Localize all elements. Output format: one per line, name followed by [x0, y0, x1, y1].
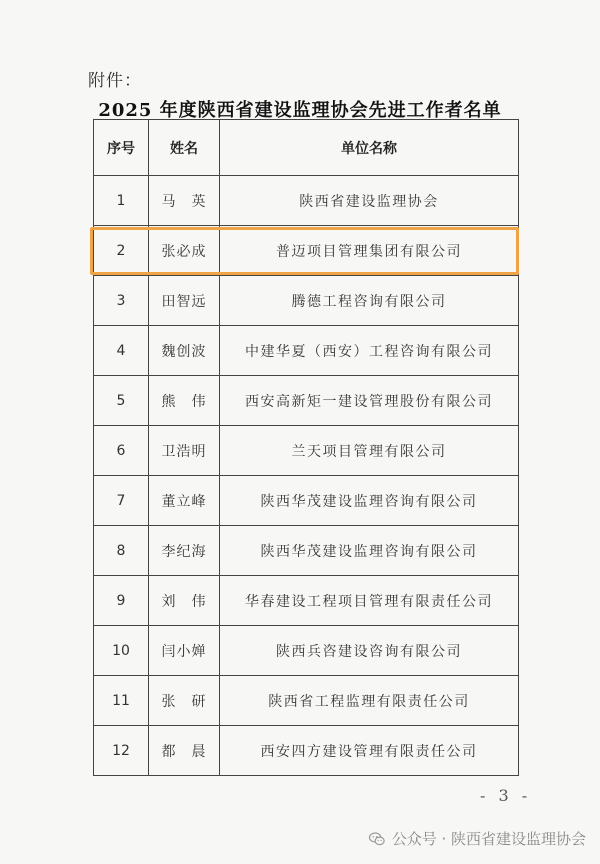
wechat-icon [368, 830, 386, 848]
table-row [94, 576, 519, 626]
table-row [94, 526, 519, 576]
row-unit: 陕西省建设监理协会 [220, 176, 519, 226]
row-unit: 陕西省工程监理有限责任公司 [220, 676, 519, 726]
row-number: 11 [94, 676, 149, 726]
row-number: 8 [94, 526, 149, 576]
attachment-label: 附件： [88, 71, 142, 91]
row-name: 田智远 [149, 276, 220, 326]
row-number: 12 [94, 726, 149, 776]
row-name: 刘 伟 [149, 576, 220, 626]
document-title: 2025 年度陕西省建设监理协会先进工作者名单 [98, 100, 502, 121]
table-row [94, 276, 519, 326]
row-unit: 西安高新矩一建设管理股份有限公司 [220, 376, 519, 426]
row-name: 李纪海 [149, 526, 220, 576]
table-row [94, 176, 519, 226]
table-row [94, 376, 519, 426]
watermark [368, 828, 586, 849]
header-number: 序号 [94, 120, 149, 176]
row-name: 熊 伟 [149, 376, 220, 426]
row-name: 张必成 [149, 226, 220, 276]
table-row [94, 626, 519, 676]
watermark-text: 公众号 · 陕西省建设监理协会 [391, 830, 586, 848]
table-row [94, 476, 519, 526]
row-number: 7 [94, 476, 149, 526]
row-number: 2 [94, 226, 149, 276]
row-name: 卫浩明 [149, 426, 220, 476]
row-name: 马 英 [149, 176, 220, 226]
row-number: 9 [94, 576, 149, 626]
row-number: 4 [94, 326, 149, 376]
table-row [94, 426, 519, 476]
row-unit: 华春建设工程项目管理有限责任公司 [220, 576, 519, 626]
awardee-table [93, 119, 519, 776]
row-name: 张 研 [149, 676, 220, 726]
row-number: 6 [94, 426, 149, 476]
row-number: 1 [94, 176, 149, 226]
row-number: 10 [94, 626, 149, 676]
row-number: 3 [94, 276, 149, 326]
row-name: 魏创波 [149, 326, 220, 376]
header-name: 姓名 [149, 120, 220, 176]
row-unit: 陕西华茂建设监理咨询有限公司 [220, 526, 519, 576]
row-name: 都 晨 [149, 726, 220, 776]
row-unit: 中建华夏（西安）工程咨询有限公司 [220, 326, 519, 376]
row-name: 闫小婵 [149, 626, 220, 676]
page-number: - 3 - [480, 786, 532, 805]
header-unit: 单位名称 [220, 120, 519, 176]
row-number: 5 [94, 376, 149, 426]
table-row [94, 726, 519, 776]
table-row [94, 326, 519, 376]
row-unit: 西安四方建设管理有限责任公司 [220, 726, 519, 776]
table-header-row [94, 120, 519, 176]
row-name: 董立峰 [149, 476, 220, 526]
row-unit: 陕西华茂建设监理咨询有限公司 [220, 476, 519, 526]
table-row [94, 676, 519, 726]
row-unit: 陕西兵咨建设咨询有限公司 [220, 626, 519, 676]
table-row [94, 226, 519, 276]
row-unit: 腾德工程咨询有限公司 [220, 276, 519, 326]
row-unit: 兰天项目管理有限公司 [220, 426, 519, 476]
row-unit: 普迈项目管理集团有限公司 [220, 226, 519, 276]
